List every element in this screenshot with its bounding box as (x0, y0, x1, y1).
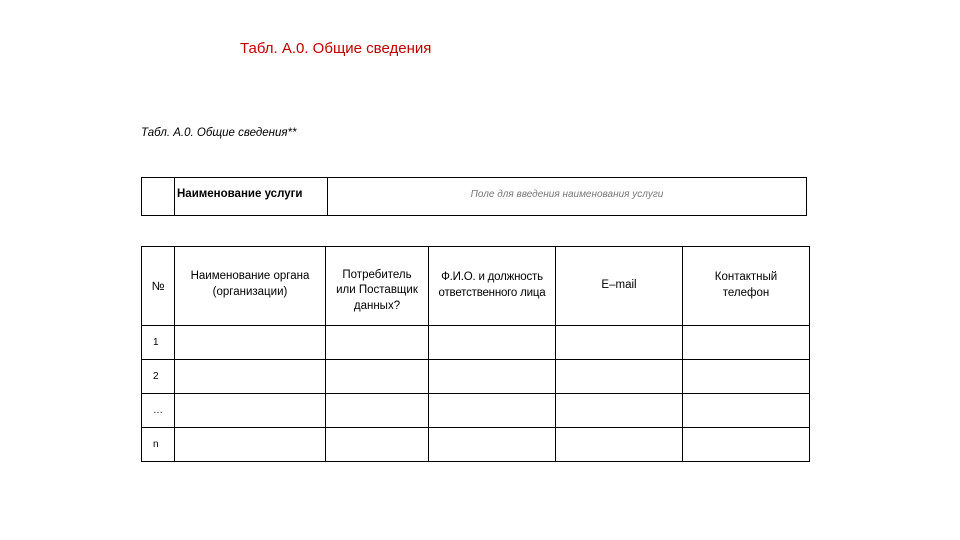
table-row (142, 428, 810, 462)
organization-cell[interactable] (175, 326, 326, 360)
email-cell[interactable] (556, 360, 683, 394)
role-header-line3: данных? (353, 299, 401, 312)
column-header-responsible-person (429, 247, 556, 326)
phone-header-line1: Контактный (714, 271, 778, 284)
general-info-table (141, 246, 810, 462)
responsible-person-cell[interactable] (429, 428, 556, 462)
service-row-empty-cell (142, 178, 175, 216)
table-header-row (142, 247, 810, 326)
service-name-field[interactable]: Поле для введения наименования услуги (328, 178, 807, 216)
row-number: 1 (142, 326, 175, 360)
column-header-organization (175, 247, 326, 326)
role-cell[interactable] (326, 394, 429, 428)
service-name-label: Наименование услуги (175, 178, 328, 216)
table-row (142, 360, 810, 394)
organization-cell[interactable] (175, 394, 326, 428)
email-cell[interactable] (556, 326, 683, 360)
row-number: 2 (142, 360, 175, 394)
role-cell[interactable] (326, 428, 429, 462)
org-header-line2: (организации) (212, 286, 288, 298)
table-row (142, 326, 810, 360)
phone-header-line2: телефон (722, 287, 770, 299)
fio-header-line1: Ф.И.О. и должность (441, 271, 543, 284)
responsible-person-cell[interactable] (429, 326, 556, 360)
phone-cell[interactable] (683, 326, 810, 360)
responsible-person-cell[interactable] (429, 394, 556, 428)
role-cell[interactable] (326, 360, 429, 394)
responsible-person-cell[interactable] (429, 360, 556, 394)
organization-cell[interactable] (175, 428, 326, 462)
role-header-line2: или Поставщик (336, 284, 418, 297)
row-number: … (142, 394, 175, 428)
service-table (141, 177, 807, 216)
email-cell[interactable] (556, 428, 683, 462)
phone-cell[interactable] (683, 428, 810, 462)
role-cell[interactable] (326, 326, 429, 360)
row-number: n (142, 428, 175, 462)
slide-title: Табл. А.0. Общие сведения (240, 40, 432, 57)
column-header-role (326, 247, 429, 326)
org-header-line1: Наименование органа (190, 270, 310, 283)
role-header-line1: Потребитель (342, 268, 412, 281)
column-header-number: № (142, 247, 175, 326)
email-cell[interactable] (556, 394, 683, 428)
column-header-phone (683, 247, 810, 326)
organization-cell[interactable] (175, 360, 326, 394)
table-row (142, 394, 810, 428)
phone-cell[interactable] (683, 360, 810, 394)
table-caption: Табл. А.0. Общие сведения** (141, 127, 297, 139)
phone-cell[interactable] (683, 394, 810, 428)
fio-header-line2: ответственного лица (438, 287, 546, 299)
column-header-email: E–mail (556, 247, 683, 326)
